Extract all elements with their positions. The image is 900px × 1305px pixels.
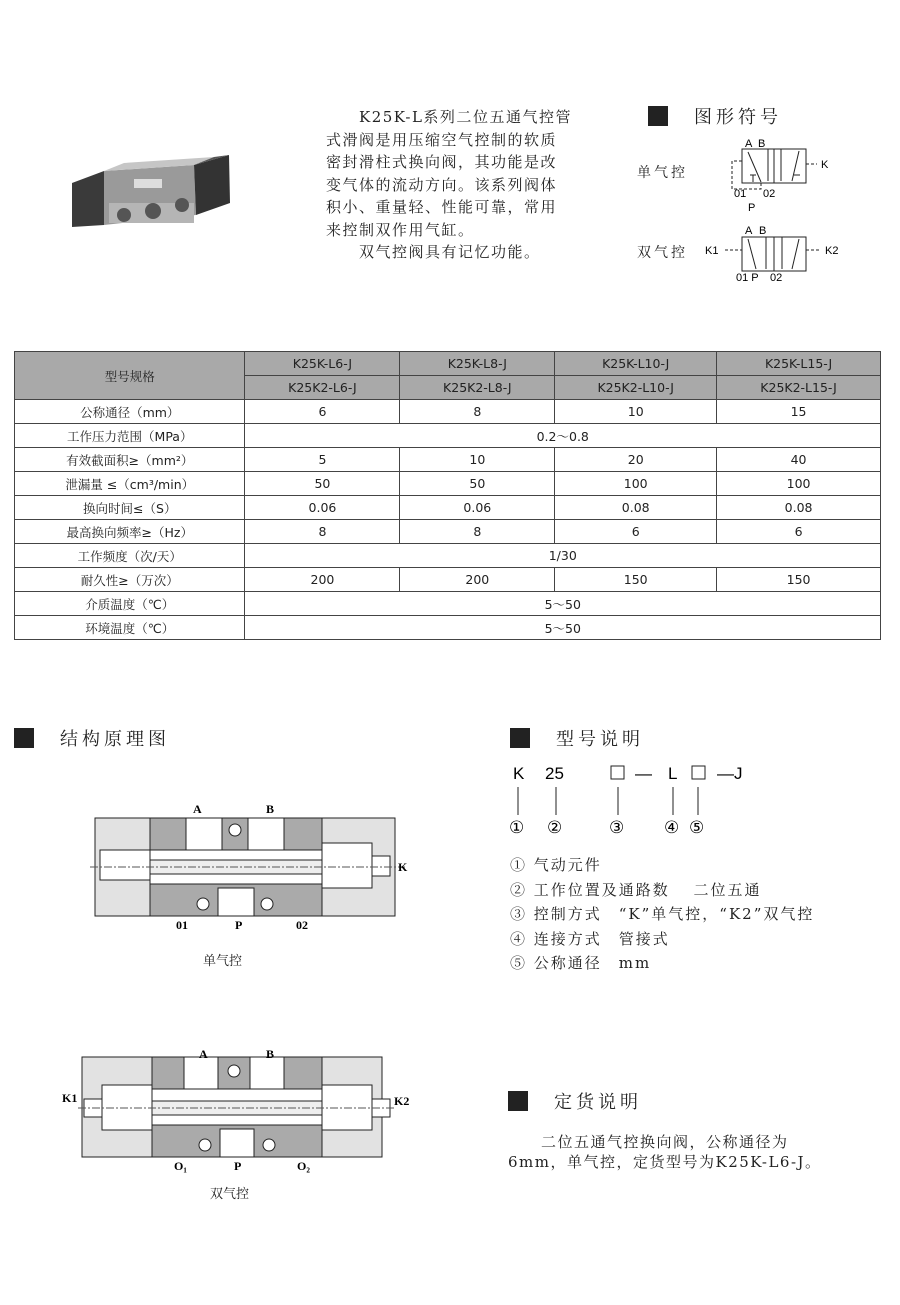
row-label: 有效截面积≥（mm²） — [15, 448, 245, 472]
model-single: K25K-L6-J — [245, 352, 400, 376]
row-value: 8 — [400, 520, 555, 544]
marker-1: ① — [509, 818, 525, 838]
row-label: 泄漏量 ≤（cm³/min） — [15, 472, 245, 496]
heading-text: 型号说明 — [556, 729, 644, 750]
model-double: K25K2-L6-J — [245, 376, 400, 400]
explanation-item: ⑤ 公称通径 mm — [510, 954, 652, 972]
header-label: 型号规格 — [15, 352, 245, 400]
table-row — [15, 544, 881, 568]
heading-text: 图形符号 — [694, 107, 782, 128]
row-value: 5 — [245, 448, 400, 472]
intro-line: 积小、重量轻、性能可靠，常用 — [326, 198, 558, 216]
single-symbol — [732, 149, 817, 189]
marker-3: ③ — [609, 818, 625, 838]
code-j: —J — [717, 764, 743, 783]
explanation-item: ② 工作位置及通路数 二位五通 — [510, 880, 762, 899]
svg-text:A: A — [745, 225, 753, 237]
intro-line: 双气控阀具有记忆功能。 — [326, 243, 541, 261]
intro-line: K25K-L系列二位五通气控管 — [326, 108, 572, 126]
row-value: 0.08 — [717, 496, 881, 520]
model-double: K25K2-L15-J — [717, 376, 881, 400]
explanation-item: ④ 连接方式 管接式 — [510, 929, 670, 948]
heading-square-icon — [14, 728, 34, 748]
svg-text:01 P: 01 P — [736, 272, 759, 284]
intro-line: 来控制双作用气缸。 — [326, 220, 475, 239]
intro-line: 变气体的流动方向。该系列阀体 — [326, 175, 558, 194]
row-value: 100 — [717, 472, 881, 496]
row-value: 150 — [555, 568, 717, 592]
code-l: L — [668, 764, 678, 783]
order-text: 二位五通气控换向阀，公称通径为6mm，单气控，定货型号为K25K-L6-J。 — [508, 1133, 822, 1171]
row-value: 6 — [717, 520, 881, 544]
heading-square-icon — [508, 1091, 528, 1111]
single-control-structure-diagram — [90, 798, 420, 932]
label-k2: K2 — [394, 1094, 410, 1108]
header-row-single — [15, 352, 881, 376]
port-k2-label: K2 — [825, 245, 839, 257]
row-label: 公称通径（mm） — [15, 400, 245, 424]
structure-heading — [14, 725, 170, 751]
svg-text:B: B — [759, 225, 767, 237]
code-dash: — — [635, 764, 652, 783]
double-structure-caption: 双气控 — [210, 1187, 250, 1202]
model-desc-heading — [510, 725, 644, 751]
row-value: 8 — [245, 520, 400, 544]
row-value: 0.06 — [245, 496, 400, 520]
code-25: 25 — [545, 764, 564, 783]
port-k-label: K — [821, 159, 829, 171]
row-value: 15 — [717, 400, 881, 424]
model-code-diagram — [505, 760, 775, 840]
label-o2: O₂ — [297, 1159, 310, 1173]
port-k1-label: K1 — [705, 245, 719, 257]
code-box-5 — [692, 766, 705, 779]
explanation-item: ① 气动元件 — [510, 856, 602, 874]
model-double: K25K2-L8-J — [400, 376, 555, 400]
model-single: K25K-L10-J — [555, 352, 717, 376]
label-a: A — [193, 802, 202, 816]
row-value: 6 — [555, 520, 717, 544]
svg-text:02: 02 — [763, 188, 776, 200]
symbols-heading — [648, 103, 782, 129]
single-control-label: 单气控 — [637, 165, 688, 181]
row-value: 150 — [717, 568, 881, 592]
row-value: 50 — [400, 472, 555, 496]
model-explanation-list — [510, 853, 814, 976]
heading-square-icon — [510, 728, 530, 748]
row-label: 工作频度（次/天） — [15, 544, 245, 568]
row-value: 200 — [400, 568, 555, 592]
label-k: K — [398, 860, 408, 874]
intro-line: 密封滑柱式换向阀，其功能是改 — [326, 153, 558, 171]
label-o1: 01 — [176, 918, 188, 932]
row-value: 8 — [400, 400, 555, 424]
label-k1: K1 — [62, 1091, 78, 1105]
row-value-merged: 5～50 — [245, 592, 881, 616]
svg-text:P: P — [748, 202, 756, 214]
row-value: 0.08 — [555, 496, 717, 520]
spec-table — [14, 351, 881, 640]
marker-5: ⑤ — [689, 818, 705, 838]
label-o2: 02 — [296, 918, 308, 932]
row-label: 介质温度（℃） — [15, 592, 245, 616]
code-k: K — [513, 764, 525, 783]
explanation-item: ③ 控制方式 “K”单气控，“K2”双气控 — [510, 905, 815, 923]
row-label: 换向时间≤（S） — [15, 496, 245, 520]
label-b: B — [266, 802, 275, 816]
single-structure-caption: 单气控 — [203, 954, 243, 969]
table-row — [15, 400, 881, 424]
row-value: 200 — [245, 568, 400, 592]
model-single: K25K-L8-J — [400, 352, 555, 376]
row-value: 6 — [245, 400, 400, 424]
code-box-3 — [611, 766, 624, 779]
row-value-merged: 5～50 — [245, 616, 881, 640]
svg-text:B: B — [758, 138, 766, 150]
marker-4: ④ — [664, 818, 680, 838]
svg-text:02: 02 — [770, 272, 783, 284]
row-value-merged: 0.2～0.8 — [245, 424, 881, 448]
table-row — [15, 592, 881, 616]
table-row — [15, 496, 881, 520]
row-value: 0.06 — [400, 496, 555, 520]
valve-product-photo — [64, 143, 236, 235]
svg-text:A: A — [745, 138, 753, 150]
row-value: 20 — [555, 448, 717, 472]
row-label: 最高换向频率≥（Hz） — [15, 520, 245, 544]
table-row — [15, 520, 881, 544]
label-p: P — [234, 1159, 242, 1173]
label-a: A — [199, 1047, 208, 1061]
row-value-merged: 1/30 — [245, 544, 881, 568]
product-intro — [326, 106, 588, 264]
label-o1: O₁ — [174, 1159, 187, 1173]
table-row — [15, 568, 881, 592]
model-single: K25K-L15-J — [717, 352, 881, 376]
model-double: K25K2-L10-J — [555, 376, 717, 400]
row-label: 环境温度（℃） — [15, 616, 245, 640]
table-row — [15, 472, 881, 496]
svg-text:01: 01 — [734, 188, 747, 200]
heading-text: 定货说明 — [554, 1092, 642, 1113]
heading-text: 结构原理图 — [60, 729, 170, 750]
double-symbol — [725, 237, 821, 271]
double-control-structure-diagram — [62, 1045, 422, 1175]
row-label: 耐久性≥（万次） — [15, 568, 245, 592]
valve-symbols — [705, 135, 865, 285]
heading-square-icon — [648, 106, 668, 126]
row-value: 40 — [717, 448, 881, 472]
row-value: 100 — [555, 472, 717, 496]
row-value: 10 — [555, 400, 717, 424]
order-heading — [508, 1088, 642, 1114]
intro-line: 式滑阀是用压缩空气控制的软质 — [326, 130, 558, 149]
label-b: B — [266, 1047, 275, 1061]
marker-2: ② — [547, 818, 563, 838]
label-p: P — [235, 918, 243, 932]
row-value: 10 — [400, 448, 555, 472]
row-value: 50 — [245, 472, 400, 496]
table-row — [15, 616, 881, 640]
table-row — [15, 424, 881, 448]
table-row — [15, 448, 881, 472]
row-label: 工作压力范围（MPa） — [15, 424, 245, 448]
double-control-label: 双气控 — [637, 245, 688, 261]
